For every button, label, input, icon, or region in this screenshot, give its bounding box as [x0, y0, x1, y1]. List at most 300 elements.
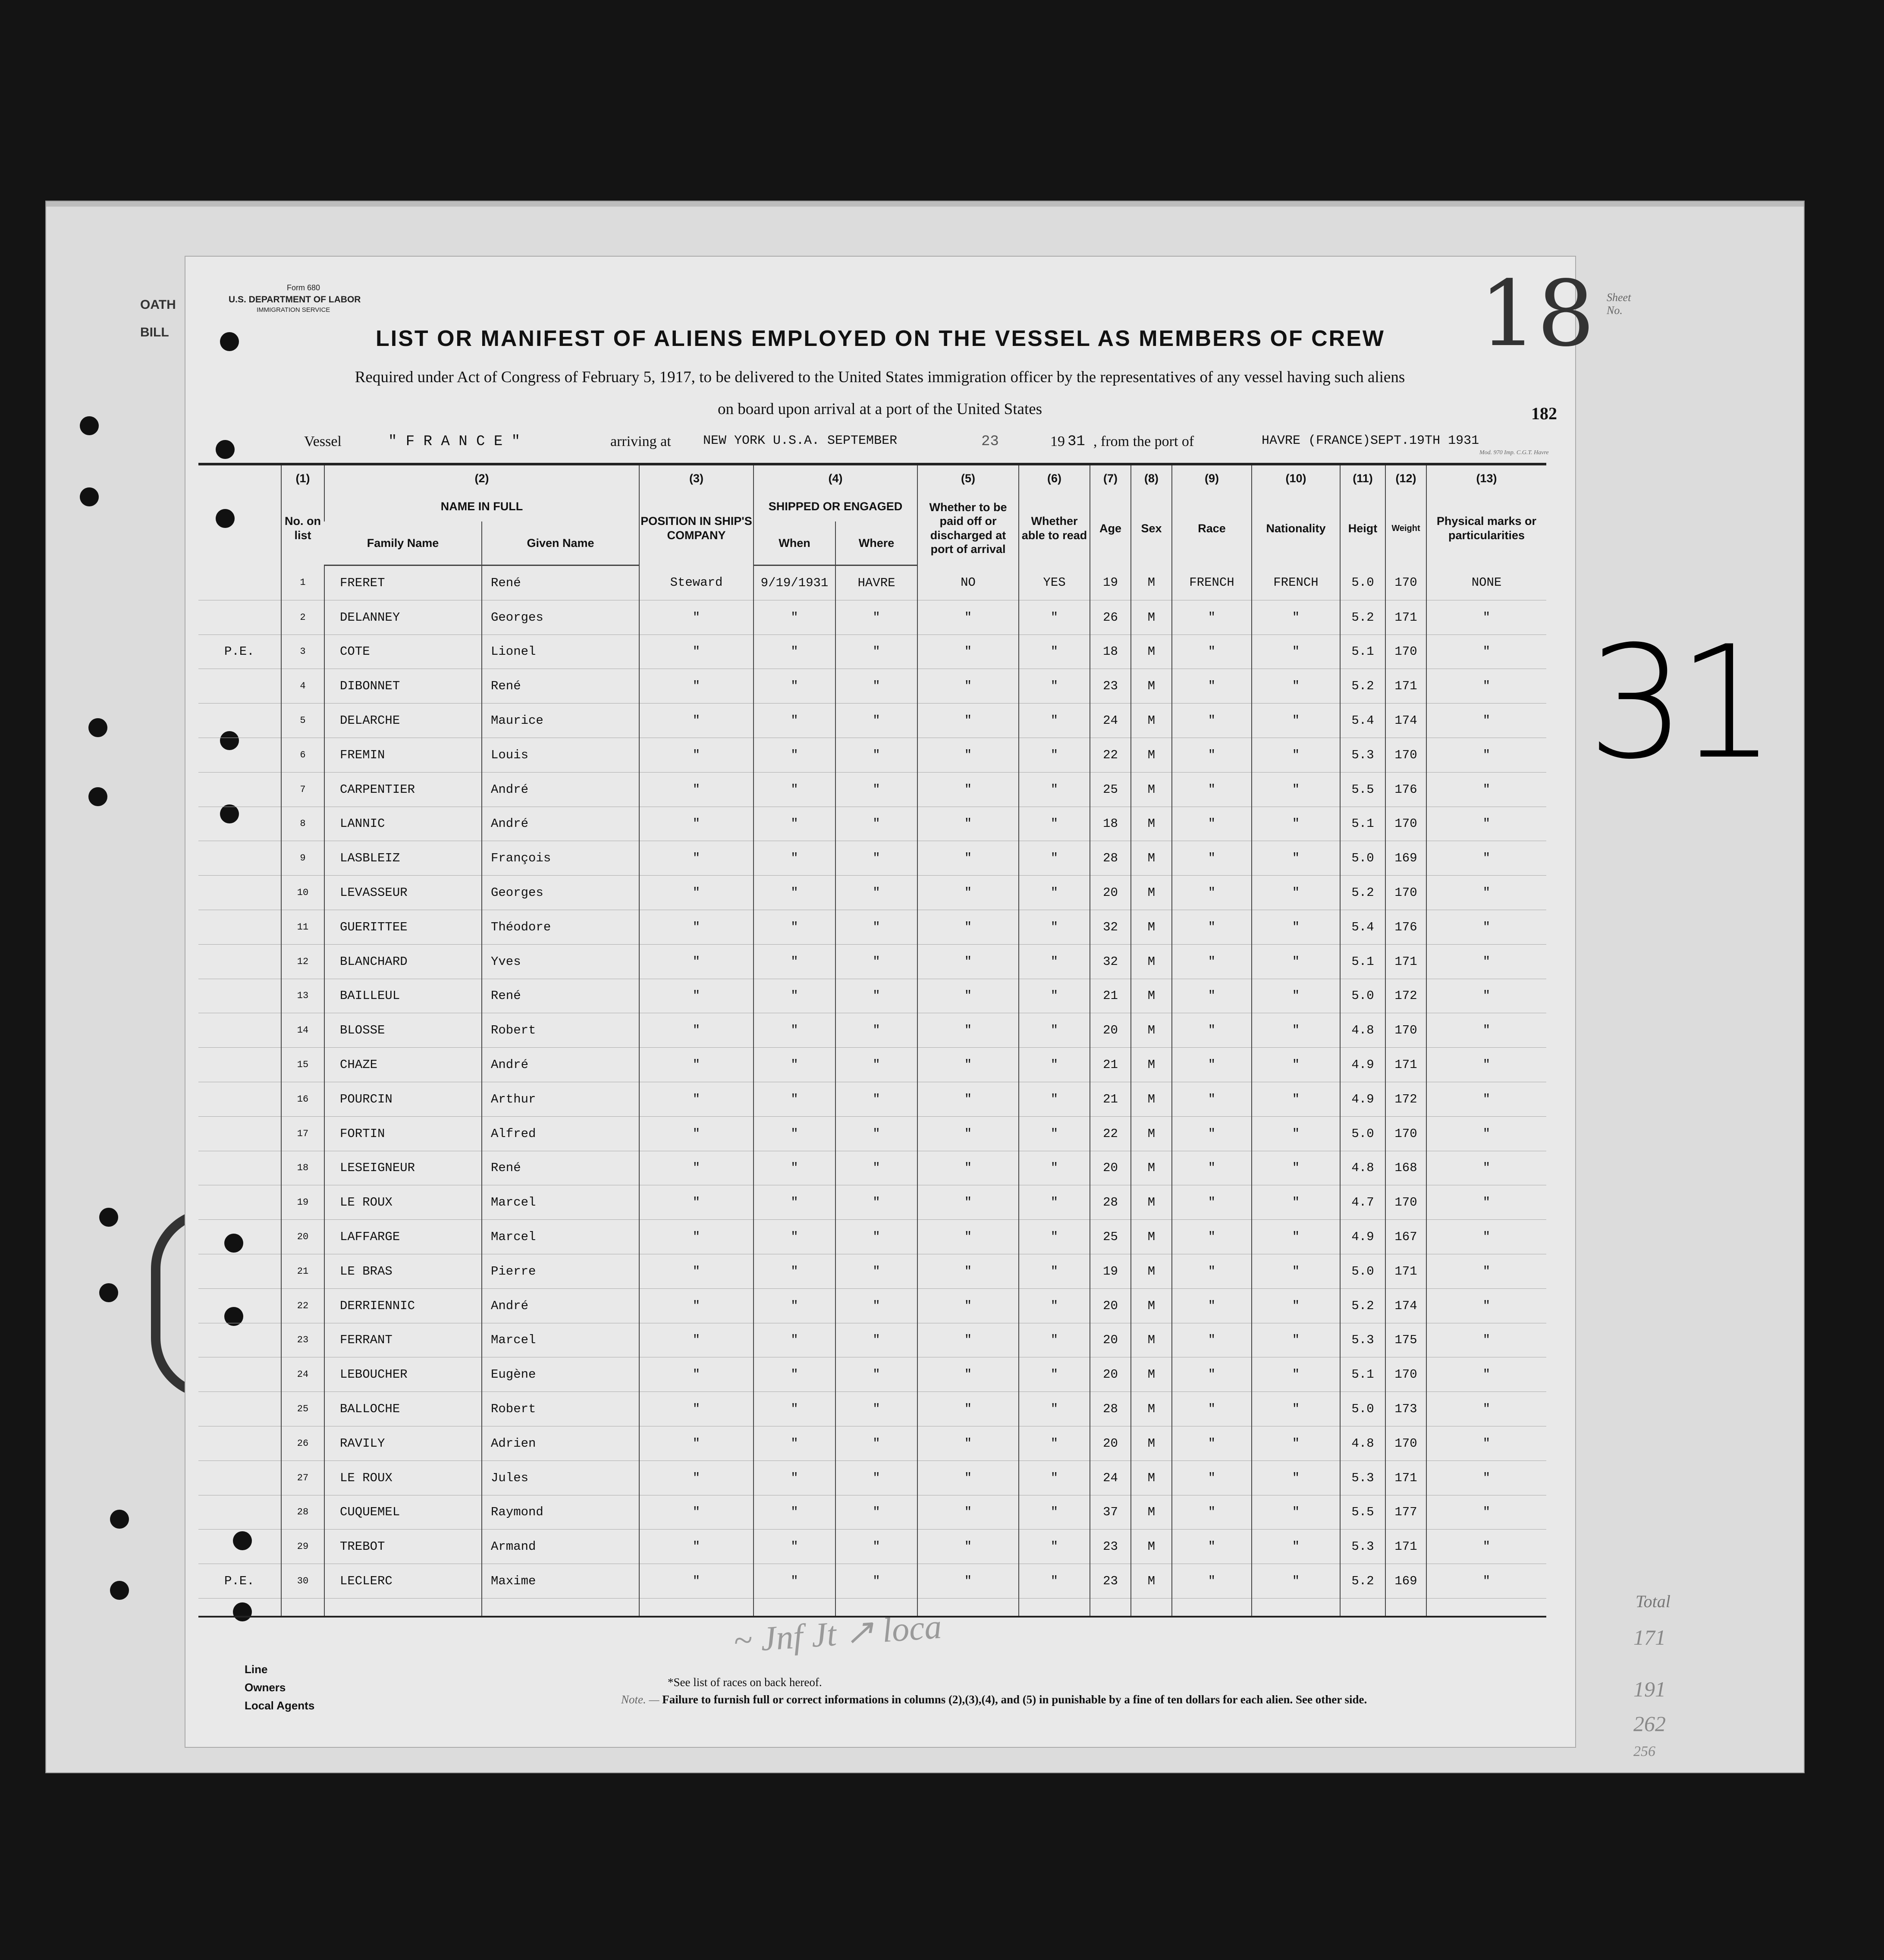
sheet-label: Sheet No. — [1607, 291, 1631, 317]
given-name-cell: Raymond — [482, 1495, 639, 1530]
shipped-where-cell: " — [835, 944, 917, 979]
position-cell: " — [639, 1116, 754, 1151]
shipped-when-cell: " — [754, 1220, 835, 1254]
race-cell: " — [1172, 1530, 1252, 1564]
able-to-read-cell: " — [1019, 1151, 1090, 1185]
age-cell: 23 — [1090, 1530, 1131, 1564]
shipped-when-cell: " — [754, 1392, 835, 1426]
race-cell: " — [1172, 669, 1252, 704]
family-name-cell: LE ROUX — [324, 1185, 482, 1220]
position-cell: " — [639, 1357, 754, 1392]
shipped-when-cell: " — [754, 1426, 835, 1461]
weight-cell: 169 — [1385, 1564, 1426, 1599]
given-name-cell: Armand — [482, 1530, 639, 1564]
physical-marks-cell: " — [1426, 1048, 1546, 1082]
table-row — [198, 1013, 1546, 1048]
sex-cell: M — [1131, 738, 1172, 772]
family-name-header: Family Name — [324, 521, 482, 565]
given-name-cell: Georges — [482, 876, 639, 910]
race-cell: " — [1172, 634, 1252, 669]
annotation-col — [198, 491, 281, 565]
form-number: Form 680 — [287, 283, 320, 292]
weight-cell: 170 — [1385, 1013, 1426, 1048]
row-number-cell: 19 — [281, 1185, 324, 1220]
page-number: 182 — [1531, 404, 1557, 423]
weight-cell: 171 — [1385, 600, 1426, 634]
annotation-cell — [198, 910, 281, 944]
shipped-where-cell: " — [835, 1564, 917, 1599]
annotation-cell — [198, 704, 281, 738]
paid-off-cell: " — [917, 634, 1019, 669]
physical-marks-cell: " — [1426, 1495, 1546, 1530]
height-cell: 4.9 — [1340, 1220, 1385, 1254]
family-name-cell: CARPENTIER — [324, 772, 482, 807]
race-cell: " — [1172, 1564, 1252, 1599]
sex-cell: M — [1131, 841, 1172, 876]
row-number-cell: 30 — [281, 1564, 324, 1599]
empty-cell — [1019, 1598, 1090, 1616]
table-row — [198, 910, 1546, 944]
col-number: (2) — [324, 465, 639, 491]
weight-cell: 172 — [1385, 979, 1426, 1013]
binder-hole — [80, 416, 99, 435]
nationality-cell: " — [1252, 704, 1340, 738]
nationality-cell: " — [1252, 669, 1340, 704]
annotation-cell — [198, 979, 281, 1013]
total-value: 171 — [1633, 1625, 1666, 1649]
physical-marks-cell: " — [1426, 944, 1546, 979]
physical-marks-cell: " — [1426, 807, 1546, 841]
shipped-where-cell: " — [835, 910, 917, 944]
race-cell: " — [1172, 1220, 1252, 1254]
sex-cell: M — [1131, 772, 1172, 807]
col-number: (8) — [1131, 465, 1172, 491]
able-to-read-cell: " — [1019, 1323, 1090, 1357]
paid-off-cell: " — [917, 807, 1019, 841]
height-cell: 5.0 — [1340, 565, 1385, 600]
annotation-cell — [198, 1116, 281, 1151]
weight-cell: 171 — [1385, 1048, 1426, 1082]
sex-cell: M — [1131, 1082, 1172, 1116]
shipped-where-cell: " — [835, 1082, 917, 1116]
annotation-cell: P.E. — [198, 634, 281, 669]
age-cell: 24 — [1090, 1461, 1131, 1495]
given-name-cell: Yves — [482, 944, 639, 979]
race-cell: " — [1172, 1082, 1252, 1116]
shipped-where-cell: " — [835, 669, 917, 704]
nationality-cell: " — [1252, 1323, 1340, 1357]
race-header: Race — [1172, 491, 1252, 565]
paid-off-cell: " — [917, 979, 1019, 1013]
weight-cell: 171 — [1385, 1530, 1426, 1564]
height-cell: 5.2 — [1340, 669, 1385, 704]
family-name-cell: LANNIC — [324, 807, 482, 841]
row-number-cell: 14 — [281, 1013, 324, 1048]
nationality-cell: " — [1252, 876, 1340, 910]
position-cell: " — [639, 634, 754, 669]
shipped-where-cell: " — [835, 772, 917, 807]
shipped-when-cell: " — [754, 910, 835, 944]
family-name-cell: CHAZE — [324, 1048, 482, 1082]
row-number-cell: 25 — [281, 1392, 324, 1426]
position-cell: " — [639, 669, 754, 704]
weight-cell: 176 — [1385, 772, 1426, 807]
annotation-cell — [198, 1495, 281, 1530]
weight-cell: 171 — [1385, 944, 1426, 979]
owners-label: Owners — [245, 1681, 286, 1694]
able-to-read-cell: " — [1019, 807, 1090, 841]
sex-cell: M — [1131, 807, 1172, 841]
row-number-cell: 12 — [281, 944, 324, 979]
table-row — [198, 1048, 1546, 1082]
given-name-cell: Lionel — [482, 634, 639, 669]
given-name-cell: René — [482, 1151, 639, 1185]
total-value: 256 — [1633, 1743, 1655, 1759]
weight-cell: 174 — [1385, 1288, 1426, 1323]
row-number-cell: 7 — [281, 772, 324, 807]
annotation-cell — [198, 772, 281, 807]
family-name-cell: BLOSSE — [324, 1013, 482, 1048]
position-cell: " — [639, 1254, 754, 1288]
height-cell: 4.9 — [1340, 1048, 1385, 1082]
col-number: (11) — [1340, 465, 1385, 491]
annotation-cell — [198, 1530, 281, 1564]
crew-table — [198, 463, 1546, 1618]
table-row — [198, 1185, 1546, 1220]
paid-off-cell: " — [917, 1254, 1019, 1288]
weight-cell: 170 — [1385, 634, 1426, 669]
binder-hole — [80, 487, 99, 506]
physical-marks-cell: " — [1426, 1288, 1546, 1323]
table-row — [198, 1461, 1546, 1495]
able-to-read-cell: " — [1019, 1082, 1090, 1116]
empty-cell — [1172, 1598, 1252, 1616]
annotation-cell — [198, 944, 281, 979]
annotation-cell — [198, 1013, 281, 1048]
race-cell: " — [1172, 1357, 1252, 1392]
position-cell: Steward — [639, 565, 754, 600]
row-number-cell: 27 — [281, 1461, 324, 1495]
position-cell: " — [639, 1185, 754, 1220]
shipped-when-cell: " — [754, 669, 835, 704]
family-name-cell: FORTIN — [324, 1116, 482, 1151]
age-cell: 28 — [1090, 1185, 1131, 1220]
physical-marks-cell: " — [1426, 1323, 1546, 1357]
able-to-read-cell: " — [1019, 1357, 1090, 1392]
col-number: (9) — [1172, 465, 1252, 491]
able-to-read-cell: " — [1019, 1254, 1090, 1288]
table-row — [198, 772, 1546, 807]
age-cell: 22 — [1090, 738, 1131, 772]
nationality-cell: " — [1252, 1048, 1340, 1082]
shipped-when-cell: " — [754, 1116, 835, 1151]
physical-marks-cell: " — [1426, 669, 1546, 704]
shipped-when-cell: " — [754, 807, 835, 841]
annotation-cell — [198, 1220, 281, 1254]
row-number-cell: 8 — [281, 807, 324, 841]
sex-cell: M — [1131, 565, 1172, 600]
able-to-read-cell: " — [1019, 600, 1090, 634]
shipped-where-cell: " — [835, 1357, 917, 1392]
left-tab-line: BILL — [140, 325, 169, 339]
position-cell: " — [639, 1392, 754, 1426]
age-cell: 25 — [1090, 1220, 1131, 1254]
nationality-cell: " — [1252, 600, 1340, 634]
weight-cell: 177 — [1385, 1495, 1426, 1530]
sex-cell: M — [1131, 1151, 1172, 1185]
physical-marks-cell: " — [1426, 1564, 1546, 1599]
nationality-cell: " — [1252, 1254, 1340, 1288]
weight-cell: 170 — [1385, 565, 1426, 600]
height-cell: 5.0 — [1340, 841, 1385, 876]
race-cell: " — [1172, 979, 1252, 1013]
row-number-cell: 3 — [281, 634, 324, 669]
sex-cell: M — [1131, 1185, 1172, 1220]
given-name-cell: Arthur — [482, 1082, 639, 1116]
family-name-cell: LECLERC — [324, 1564, 482, 1599]
physical-marks-cell: " — [1426, 1151, 1546, 1185]
nationality-cell: " — [1252, 1082, 1340, 1116]
paid-off-cell: " — [917, 841, 1019, 876]
physical-marks-cell: " — [1426, 738, 1546, 772]
nationality-cell: FRENCH — [1252, 565, 1340, 600]
annotation-cell — [198, 1426, 281, 1461]
paid-off-cell: " — [917, 1392, 1019, 1426]
height-cell: 5.4 — [1340, 910, 1385, 944]
row-number-cell: 5 — [281, 704, 324, 738]
able-to-read-cell: " — [1019, 979, 1090, 1013]
row-number-cell: 24 — [281, 1357, 324, 1392]
weight-cell: 169 — [1385, 841, 1426, 876]
paid-off-cell: " — [917, 1461, 1019, 1495]
race-cell: " — [1172, 1426, 1252, 1461]
shipped-where-cell: HAVRE — [835, 565, 917, 600]
when-header: When — [754, 521, 835, 565]
vessel-label: Vessel — [304, 433, 342, 449]
nationality-cell: " — [1252, 1357, 1340, 1392]
nationality-cell: " — [1252, 979, 1340, 1013]
paid-off-cell: " — [917, 1048, 1019, 1082]
age-cell: 20 — [1090, 1288, 1131, 1323]
position-header: POSITION IN SHIP'S COMPANY — [639, 491, 754, 565]
height-cell: 5.5 — [1340, 1495, 1385, 1530]
race-cell: " — [1172, 910, 1252, 944]
annotation-cell — [198, 1323, 281, 1357]
name-in-full-header: NAME IN FULL — [324, 491, 639, 521]
shipped-where-cell: " — [835, 600, 917, 634]
col-number: (5) — [917, 465, 1019, 491]
shipped-where-cell: " — [835, 1220, 917, 1254]
able-to-read-cell: " — [1019, 1426, 1090, 1461]
given-name-cell: Marcel — [482, 1323, 639, 1357]
row-number-cell: 10 — [281, 876, 324, 910]
given-name-cell: Adrien — [482, 1426, 639, 1461]
position-cell: " — [639, 600, 754, 634]
shipped-when-cell: " — [754, 634, 835, 669]
subtitle-2: on board upon arrival at a port of the United States — [717, 400, 1042, 418]
family-name-cell: TREBOT — [324, 1530, 482, 1564]
position-cell: " — [639, 910, 754, 944]
weight-cell: 171 — [1385, 669, 1426, 704]
paid-off-cell: " — [917, 876, 1019, 910]
shipped-when-cell: " — [754, 1357, 835, 1392]
empty-cell — [1385, 1598, 1426, 1616]
race-cell: " — [1172, 1392, 1252, 1426]
physical-marks-cell: " — [1426, 600, 1546, 634]
shipped-when-cell: " — [754, 738, 835, 772]
shipped-when-cell: " — [754, 1185, 835, 1220]
age-cell: 32 — [1090, 910, 1131, 944]
position-cell: " — [639, 1564, 754, 1599]
position-cell: " — [639, 1461, 754, 1495]
physical-marks-cell: " — [1426, 979, 1546, 1013]
shipped-when-cell: " — [754, 1013, 835, 1048]
able-to-read-cell: " — [1019, 1461, 1090, 1495]
nationality-cell: " — [1252, 1185, 1340, 1220]
age-cell: 21 — [1090, 1082, 1131, 1116]
annotation-cell: P.E. — [198, 1564, 281, 1599]
empty-cell — [1131, 1598, 1172, 1616]
binder-hole — [99, 1283, 118, 1302]
paid-off-cell: " — [917, 1220, 1019, 1254]
annotation-cell — [198, 807, 281, 841]
col-number: (1) — [281, 465, 324, 491]
height-cell: 4.8 — [1340, 1426, 1385, 1461]
position-cell: " — [639, 1013, 754, 1048]
empty-cell — [482, 1598, 639, 1616]
age-cell: 25 — [1090, 772, 1131, 807]
row-number-cell: 9 — [281, 841, 324, 876]
height-cell: 5.5 — [1340, 772, 1385, 807]
paid-off-cell: " — [917, 910, 1019, 944]
nationality-cell: " — [1252, 1530, 1340, 1564]
sex-cell: M — [1131, 1461, 1172, 1495]
row-number-cell: 22 — [281, 1288, 324, 1323]
table-row — [198, 669, 1546, 704]
sex-cell: M — [1131, 1530, 1172, 1564]
given-name-cell: André — [482, 772, 639, 807]
position-cell: " — [639, 1288, 754, 1323]
nationality-cell: " — [1252, 1220, 1340, 1254]
family-name-cell: GUERITTEE — [324, 910, 482, 944]
nationality-cell: " — [1252, 1564, 1340, 1599]
able-to-read-cell: " — [1019, 1220, 1090, 1254]
position-cell: " — [639, 1495, 754, 1530]
from-label: , from the port of — [1093, 433, 1194, 449]
shipped-where-cell: " — [835, 634, 917, 669]
race-cell: " — [1172, 1254, 1252, 1288]
marks-header: Physical marks or particularities — [1426, 491, 1546, 565]
position-cell: " — [639, 1323, 754, 1357]
physical-marks-cell: " — [1426, 1116, 1546, 1151]
sex-cell: M — [1131, 1495, 1172, 1530]
annotation-cell — [198, 1392, 281, 1426]
table-row — [198, 807, 1546, 841]
family-name-cell: LE BRAS — [324, 1254, 482, 1288]
table-row — [198, 565, 1546, 600]
family-name-cell: FRERET — [324, 565, 482, 600]
given-name-cell: Maxime — [482, 1564, 639, 1599]
physical-marks-cell: " — [1426, 1426, 1546, 1461]
note-text: Failure to furnish full or correct informations in columns (2),(3),(4), and (5) in punishable by a fine of ten dollars for each alien. See other side. — [662, 1693, 1367, 1706]
shipped-when-cell: " — [754, 600, 835, 634]
height-header: Heigt — [1340, 491, 1385, 565]
year-suffix: 31 — [1068, 433, 1085, 450]
weight-cell: 171 — [1385, 1254, 1426, 1288]
nationality-cell: " — [1252, 1495, 1340, 1530]
able-to-read-cell: " — [1019, 1185, 1090, 1220]
position-cell: " — [639, 1426, 754, 1461]
family-name-cell: POURCIN — [324, 1082, 482, 1116]
sex-cell: M — [1131, 876, 1172, 910]
able-to-read-cell: " — [1019, 1013, 1090, 1048]
year-prefix: 19 — [1050, 433, 1065, 449]
paid-off-cell: " — [917, 1426, 1019, 1461]
sex-cell: M — [1131, 669, 1172, 704]
total-label: Total — [1636, 1592, 1670, 1611]
weight-cell: 170 — [1385, 738, 1426, 772]
sex-cell: M — [1131, 1254, 1172, 1288]
given-name-cell: Marcel — [482, 1220, 639, 1254]
age-cell: 26 — [1090, 600, 1131, 634]
position-cell: " — [639, 944, 754, 979]
nationality-cell: " — [1252, 1461, 1340, 1495]
col-number: (13) — [1426, 465, 1546, 491]
race-cell: " — [1172, 1116, 1252, 1151]
race-cell: " — [1172, 1151, 1252, 1185]
row-number-cell: 4 — [281, 669, 324, 704]
paid-off-cell: " — [917, 1495, 1019, 1530]
annotation-cell — [198, 1151, 281, 1185]
family-name-cell: CUQUEMEL — [324, 1495, 482, 1530]
height-cell: 5.2 — [1340, 876, 1385, 910]
paid-off-cell: " — [917, 944, 1019, 979]
shipped-where-cell: " — [835, 738, 917, 772]
race-cell: " — [1172, 600, 1252, 634]
age-cell: 18 — [1090, 634, 1131, 669]
col-number: (10) — [1252, 465, 1340, 491]
paid-off-cell: " — [917, 1323, 1019, 1357]
binder-hole — [216, 440, 235, 459]
given-name-cell: André — [482, 807, 639, 841]
sex-cell: M — [1131, 1048, 1172, 1082]
shipped-where-cell: " — [835, 1254, 917, 1288]
row-number-cell: 13 — [281, 979, 324, 1013]
given-name-cell: Théodore — [482, 910, 639, 944]
shipped-when-cell: " — [754, 1288, 835, 1323]
shipped-when-cell: " — [754, 979, 835, 1013]
nationality-cell: " — [1252, 1116, 1340, 1151]
sex-cell: M — [1131, 1323, 1172, 1357]
row-number-cell: 18 — [281, 1151, 324, 1185]
position-cell: " — [639, 1530, 754, 1564]
given-name-cell: Louis — [482, 738, 639, 772]
arriving-value: NEW YORK U.S.A. SEPTEMBER — [703, 433, 898, 448]
table-row — [198, 1323, 1546, 1357]
race-cell: " — [1172, 876, 1252, 910]
age-cell: 20 — [1090, 876, 1131, 910]
family-name-cell: RAVILY — [324, 1426, 482, 1461]
handwritten-number: 31 — [1587, 612, 1768, 793]
able-to-read-cell: " — [1019, 841, 1090, 876]
physical-marks-cell: " — [1426, 1357, 1546, 1392]
position-cell: " — [639, 979, 754, 1013]
physical-marks-cell: " — [1426, 1254, 1546, 1288]
nationality-cell: " — [1252, 807, 1340, 841]
weight-cell: 170 — [1385, 1116, 1426, 1151]
weight-cell: 174 — [1385, 704, 1426, 738]
able-to-read-cell: " — [1019, 1048, 1090, 1082]
